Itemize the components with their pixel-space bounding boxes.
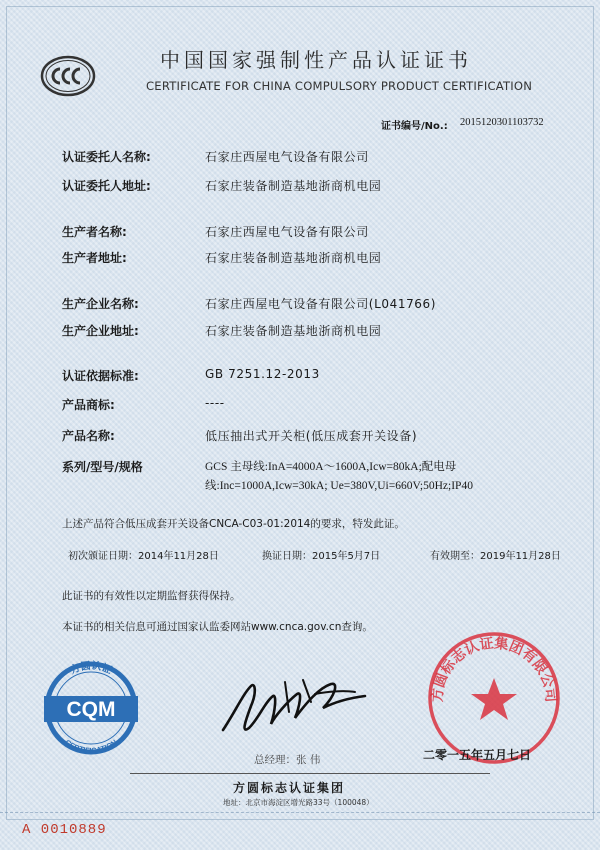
factory-name-value: 石家庄西屋电气设备有限公司(L041766): [205, 297, 437, 311]
svg-text:CERTIFICATION: [63, 738, 118, 755]
manufacturer-name-label: 生产者名称:: [62, 225, 127, 239]
model-label: 系列/型号/规格: [62, 460, 143, 474]
product-name-value: 低压抽出式开关柜(低压成套开关设备): [205, 429, 418, 443]
organization-divider: [130, 773, 490, 774]
website-note: 本证书的相关信息可通过国家认监委网站www.cnca.gov.cn查询。: [62, 621, 373, 633]
manufacturer-name-value: 石家庄西屋电气设备有限公司: [205, 225, 369, 239]
applicant-name-label: 认证委托人名称:: [62, 150, 151, 164]
trademark-label: 产品商标:: [62, 398, 115, 412]
standard-label: 认证依据标准:: [62, 369, 139, 383]
valid-until-date: 有效期至：2019年11月28日: [430, 551, 561, 562]
certificate-number-label: 证书编号/No.:: [381, 121, 448, 132]
signatory-title: 总经理：张 伟: [254, 754, 321, 766]
model-value: GCS 主母线:InA=4000A～1600A,Icw=80kA;配电母线:Inc=1000A,Icw=30kA; Ue=380V,Ui=660V;50Hz;IP40: [205, 461, 473, 492]
serial-number: A 0010889: [22, 822, 107, 838]
title-chinese: 中国国家强制性产品认证证书: [160, 48, 472, 72]
title-english: CERTIFICATE FOR CHINA COMPULSORY PRODUCT CERTIFICATION: [146, 79, 533, 93]
conformity-statement: 上述产品符合低压成套开关设备CNCA-C03-01:2014的要求，特发此证。: [62, 518, 405, 530]
cqm-main-text: CQM: [66, 698, 116, 721]
applicant-name-value: 石家庄西屋电气设备有限公司: [205, 150, 369, 164]
bottom-divider: [0, 812, 600, 813]
applicant-address-label: 认证委托人地址:: [62, 179, 151, 193]
factory-address-label: 生产企业地址:: [62, 324, 139, 338]
seal-text: 方圆标志认证集团有限公司: [429, 635, 559, 703]
standard-value: GB 7251.12-2013: [205, 367, 320, 381]
applicant-address-value: 石家庄装备制造基地浙商机电园: [205, 179, 382, 193]
product-name-label: 产品名称:: [62, 429, 115, 443]
manufacturer-address-value: 石家庄装备制造基地浙商机电园: [205, 251, 382, 265]
cqm-logo-icon: [38, 660, 144, 756]
signature-date: 二零一五年五月七日: [423, 748, 532, 762]
signature-image: [215, 672, 375, 742]
renewal-date: 换证日期：2015年5月7日: [262, 551, 381, 562]
factory-address-value: 石家庄装备制造基地浙商机电园: [205, 324, 382, 338]
cqm-top-text: 方圆认证: [68, 660, 114, 677]
organization-name: 方圆标志认证集团: [233, 781, 346, 795]
validity-note: 此证书的有效性以定期监督获得保持。: [62, 590, 241, 602]
ccc-mark-icon: [40, 55, 96, 97]
certificate-number-value: 2015120301103732: [460, 117, 544, 128]
cqm-bottom-text: CERTIFICATION: [63, 737, 119, 756]
manufacturer-address-label: 生产者地址:: [62, 251, 127, 265]
factory-name-label: 生产企业名称:: [62, 297, 139, 311]
first-issue-date: 初次颁证日期：2014年11月28日: [68, 551, 219, 562]
trademark-value: ----: [205, 396, 225, 410]
organization-address: 地址：北京市海淀区增光路33号（100048）: [223, 798, 374, 807]
